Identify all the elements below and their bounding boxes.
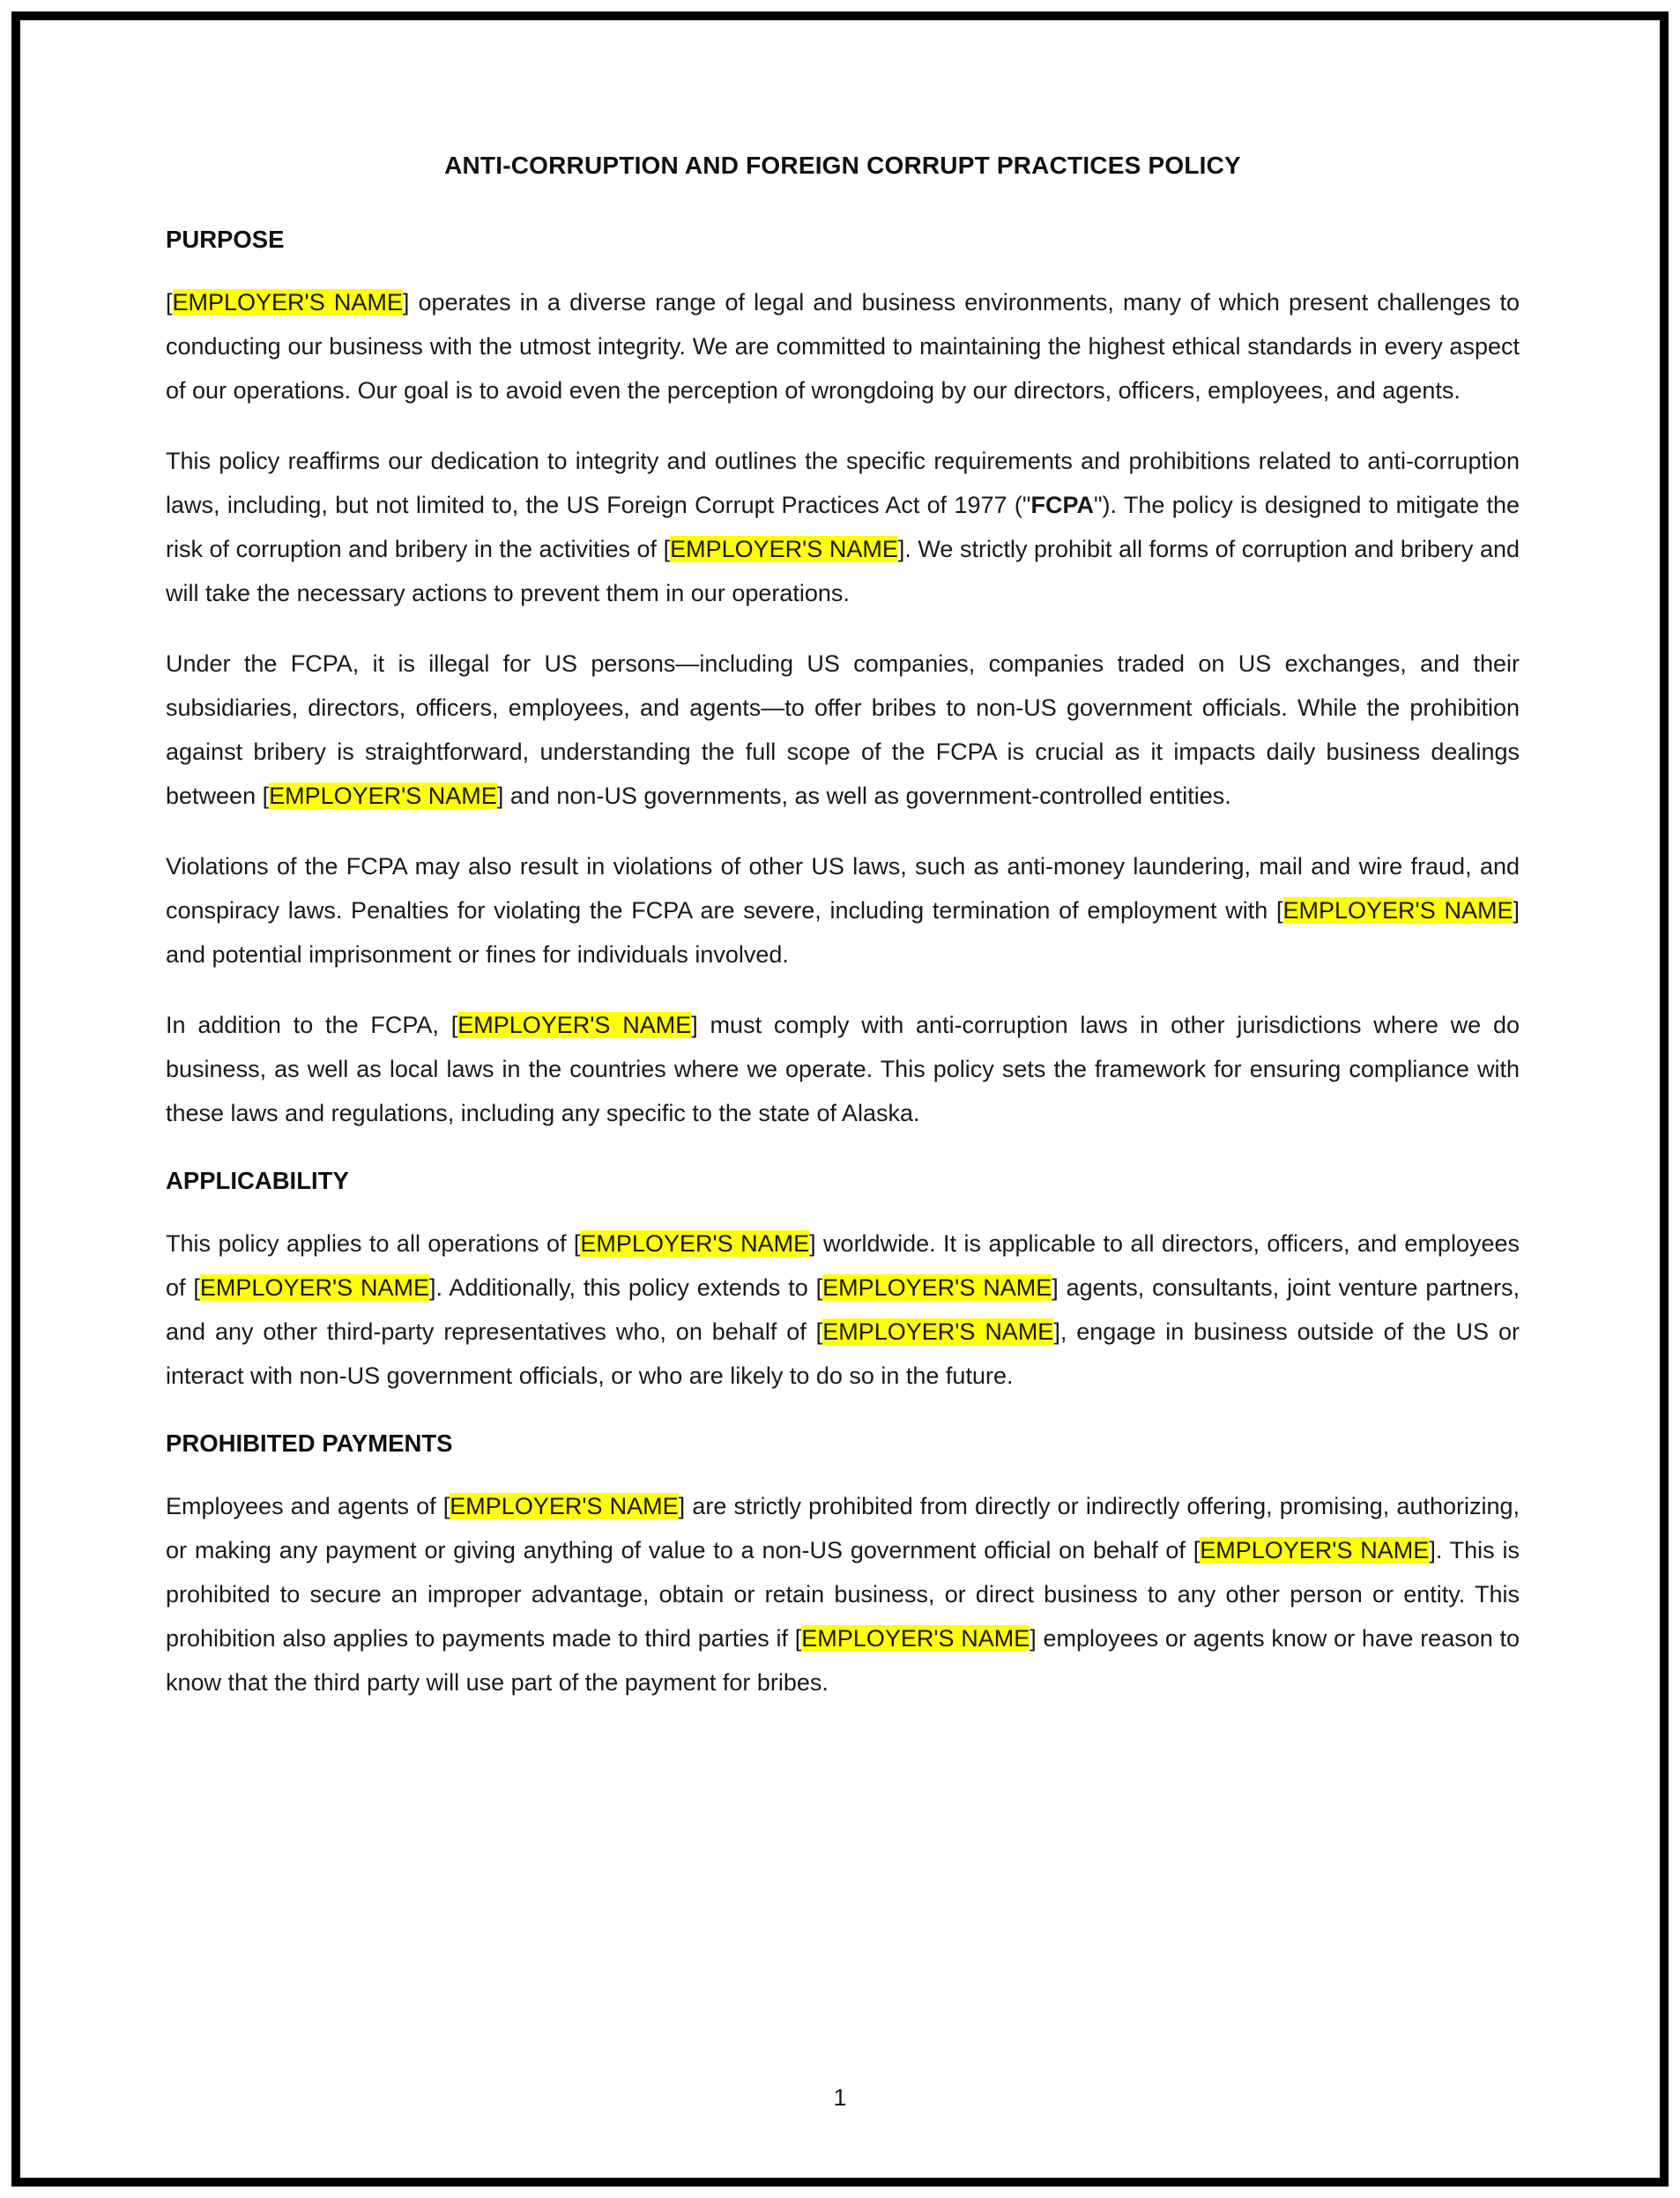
- employer-name-highlight: EMPLOYER'S NAME: [199, 1274, 430, 1301]
- paragraph: [166, 1003, 1520, 1135]
- employer-name-highlight: EMPLOYER'S NAME: [269, 783, 497, 809]
- paragraph-text: ] are strictly prohibited from directly or indirectly offering, promising, authorizing, or making any payment or giving anything of value to a non-US government official on behalf of [: [166, 1493, 1520, 1563]
- paragraph: [166, 1222, 1520, 1398]
- paragraph-text: ] and non-US governments, as well as government-controlled entities.: [496, 783, 1231, 809]
- document-title: ANTI-CORRUPTION AND FOREIGN CORRUPT PRACTICES POLICY: [444, 152, 1241, 179]
- paragraph-text: ] operates in a diverse range of legal and business environments, many of which present challenges to conducting our business with the utmost integrity. We are committed to maintaining the highest ethical standards in every aspect of our operations. Our goal is to avoid even the perception of wrongdoing by our directors, officers, employees, and agents.: [166, 289, 1520, 404]
- paragraph-text: ]. Additionally, this policy extends to [: [429, 1274, 823, 1301]
- paragraph: [166, 280, 1520, 412]
- paragraph-text: ]. We strictly prohibit all forms of corruption and bribery and will take the necessary actions to prevent them in our operations.: [166, 536, 1520, 606]
- section-heading: PROHIBITED PAYMENTS: [166, 1429, 453, 1457]
- paragraph-text: Violations of the FCPA may also result in violations of other US laws, such as anti-money laundering, mail and wire fraud, and conspiracy laws. Penalties for violating the FCPA are severe, including termination of employment with [: [166, 853, 1520, 924]
- paragraph-text: ] must comply with anti-corruption laws in other jurisdictions where we do business, as well as local laws in the countries where we operate. This policy sets the framework for ensuring compliance with these laws and regulations, including any specific to the state of Alaska.: [166, 1012, 1520, 1126]
- employer-name-highlight: EMPLOYER'S NAME: [1282, 897, 1513, 924]
- employer-name-highlight: EMPLOYER'S NAME: [670, 536, 898, 562]
- employer-name-highlight: EMPLOYER'S NAME: [172, 289, 403, 316]
- employer-name-highlight: EMPLOYER'S NAME: [822, 1318, 1054, 1345]
- paragraph-text: Employees and agents of [: [166, 1493, 450, 1519]
- paragraph-text: In addition to the FCPA, [: [166, 1012, 458, 1038]
- employer-name-highlight: EMPLOYER'S NAME: [580, 1230, 810, 1257]
- bold-term: FCPA: [1030, 492, 1094, 518]
- section-heading: PURPOSE: [166, 226, 285, 253]
- section-heading: APPLICABILITY: [166, 1167, 349, 1194]
- paragraph-text: Under the FCPA, it is illegal for US persons—including US companies, companies traded on US exchanges, and their subsidiaries, directors, officers, employees, and agents—to offer bribes to non-US government officials. While the prohibition against bribery is straightforward, understanding the full scope of the FCPA is crucial as it impacts daily business dealings between [: [166, 650, 1520, 809]
- paragraph-text: ] employees or agents know or have reason to know that the third party will use part of the payment for bribes.: [166, 1625, 1520, 1696]
- employer-name-highlight: EMPLOYER'S NAME: [822, 1274, 1052, 1301]
- paragraph: [166, 439, 1520, 615]
- employer-name-highlight: EMPLOYER'S NAME: [1200, 1537, 1430, 1563]
- paragraph-text: This policy reaffirms our dedication to integrity and outlines the specific requirements and prohibitions related to anti-corruption laws, including, but not limited to, the US Foreign Corrupt Practices Act of 1977 (": [166, 448, 1520, 518]
- paragraph-text: [: [166, 289, 173, 316]
- paragraph-text: This policy applies to all operations of [: [166, 1230, 581, 1257]
- page-number: 1: [833, 2084, 847, 2111]
- paragraph-text: ] agents, consultants, joint venture partners, and any other third-party representatives who, on behalf of [: [166, 1274, 1520, 1345]
- paragraph-text: ], engage in business outside of the US or interact with non-US government officials, or who are likely to do so in the future.: [166, 1318, 1520, 1389]
- document-body: [166, 226, 1520, 1704]
- employer-name-highlight: EMPLOYER'S NAME: [450, 1493, 679, 1519]
- paragraph-text: ]. This is prohibited to secure an improper advantage, obtain or retain business, or direct business to any other person or entity. This prohibition also applies to payments made to third parties if [: [166, 1537, 1520, 1652]
- paragraph-text: ] and potential imprisonment or fines for individuals involved.: [166, 897, 1520, 968]
- paragraph-text: "). The policy is designed to mitigate the risk of corruption and bribery in the activities of [: [166, 492, 1520, 562]
- paragraph-text: ] worldwide. It is applicable to all directors, officers, and employees of [: [166, 1230, 1520, 1301]
- paragraph: [166, 642, 1520, 818]
- employer-name-highlight: EMPLOYER'S NAME: [801, 1625, 1030, 1652]
- paragraph: [166, 1484, 1520, 1704]
- employer-name-highlight: EMPLOYER'S NAME: [457, 1012, 692, 1038]
- paragraph: [166, 844, 1520, 976]
